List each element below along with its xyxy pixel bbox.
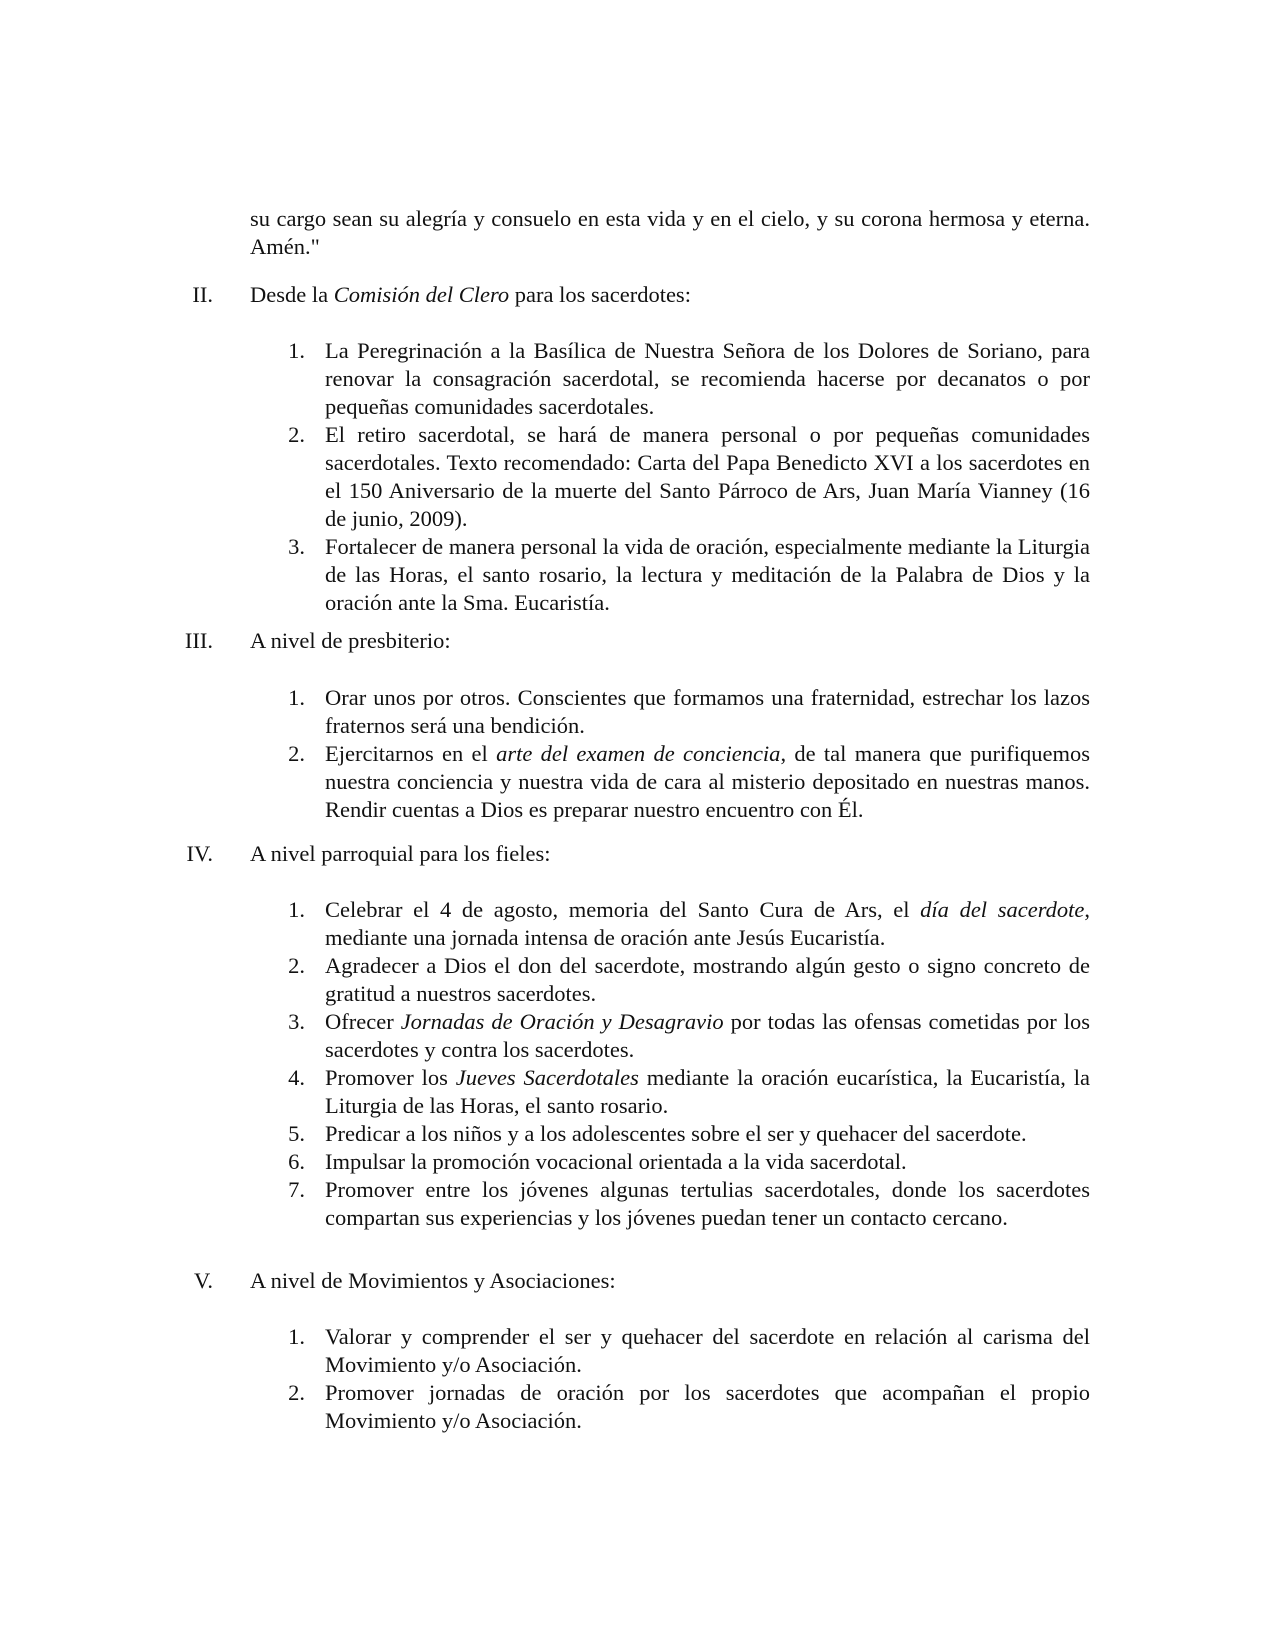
list-item: 3. Fortalecer de manera personal la vida de oración, especialmente mediante la Liturgia de las Horas, el santo rosario, la lectura y meditación de la Palabra de Dios y la oración ante la Sma. Eucaristía. bbox=[288, 534, 1090, 615]
list-item: 1. Orar unos por otros. Conscientes que formamos una fraternidad, estrechar los lazos fraternos será una bendición. bbox=[288, 685, 1090, 738]
list-item: 1. Celebrar el 4 de agosto, memoria del Santo Cura de Ars, el día del sacerdote, mediante una jornada intensa de oración ante Jesús Eucaristía. bbox=[288, 897, 1090, 950]
section-iv-numeral: IV. bbox=[186, 841, 213, 866]
intro-paragraph: su cargo sean su alegría y consuelo en esta vida y en el cielo, y su corona hermosa y eterna. Amén." bbox=[250, 206, 1090, 259]
list-item: 2. El retiro sacerdotal, se hará de manera personal o por pequeñas comunidades sacerdotales. Texto recomendado: Carta del Papa Benedicto XVI a los sacerdotes en el 150 Aniversario de la muerte del Santo Párroco de Ars, Juan María Vianney (16 de junio, 2009). bbox=[288, 422, 1090, 531]
list-item: 3. Ofrecer Jornadas de Oración y Desagravio por todas las ofensas cometidas por los sacerdotes y contra los sacerdotes. bbox=[288, 1009, 1091, 1062]
section-ii-numeral: II. bbox=[192, 282, 213, 307]
list-item: 5. Predicar a los niños y a los adolescentes sobre el ser y quehacer del sacerdote. bbox=[288, 1121, 1027, 1146]
list-item: 2. Promover jornadas de oración por los sacerdotes que acompañan el propio Movimiento y/o Asociación. bbox=[288, 1380, 1090, 1433]
section-v-list bbox=[0, 1323, 1275, 1435]
section-iii-list bbox=[0, 684, 1275, 824]
section-iii-title: A nivel de presbiterio: bbox=[250, 628, 451, 653]
section-iv-title: A nivel parroquial para los fieles: bbox=[250, 841, 551, 866]
list-item: 7. Promover entre los jóvenes algunas tertulias sacerdotales, donde los sacerdotes compartan sus experiencias y los jóvenes puedan tener un contacto cercano. bbox=[288, 1177, 1090, 1230]
list-item: 4. Promover los Jueves Sacerdotales mediante la oración eucarística, la Eucaristía, la Liturgia de las Horas, el santo rosario. bbox=[288, 1065, 1090, 1118]
section-ii-title: Desde la Comisión del Clero para los sacerdotes: bbox=[250, 282, 691, 307]
list-item: 1. La Peregrinación a la Basílica de Nuestra Señora de los Dolores de Soriano, para renovar la consagración sacerdotal, se recomienda hacerse por decanatos o por pequeñas comunidades sacerdotales. bbox=[288, 338, 1090, 419]
section-iii-numeral: III. bbox=[184, 628, 213, 653]
list-item: 2. Ejercitarnos en el arte del examen de conciencia, de tal manera que purifiquemos nuestra conciencia y nuestra vida de cara al misterio depositado en nuestras manos. Rendir cuentas a Dios es preparar nuestro encuentro con Él. bbox=[288, 741, 1090, 822]
list-item: 6. Impulsar la promoción vocacional orientada a la vida sacerdotal. bbox=[288, 1149, 907, 1174]
section-iv-list bbox=[0, 896, 1275, 1232]
section-ii-list bbox=[0, 337, 1275, 617]
section-v-numeral: V. bbox=[194, 1268, 213, 1293]
list-item: 1. Valorar y comprender el ser y quehacer del sacerdote en relación al carisma del Movimiento y/o Asociación. bbox=[288, 1324, 1090, 1377]
section-v-title: A nivel de Movimientos y Asociaciones: bbox=[250, 1268, 616, 1293]
list-item: 2. Agradecer a Dios el don del sacerdote, mostrando algún gesto o signo concreto de gratitud a nuestros sacerdotes. bbox=[288, 953, 1090, 1006]
